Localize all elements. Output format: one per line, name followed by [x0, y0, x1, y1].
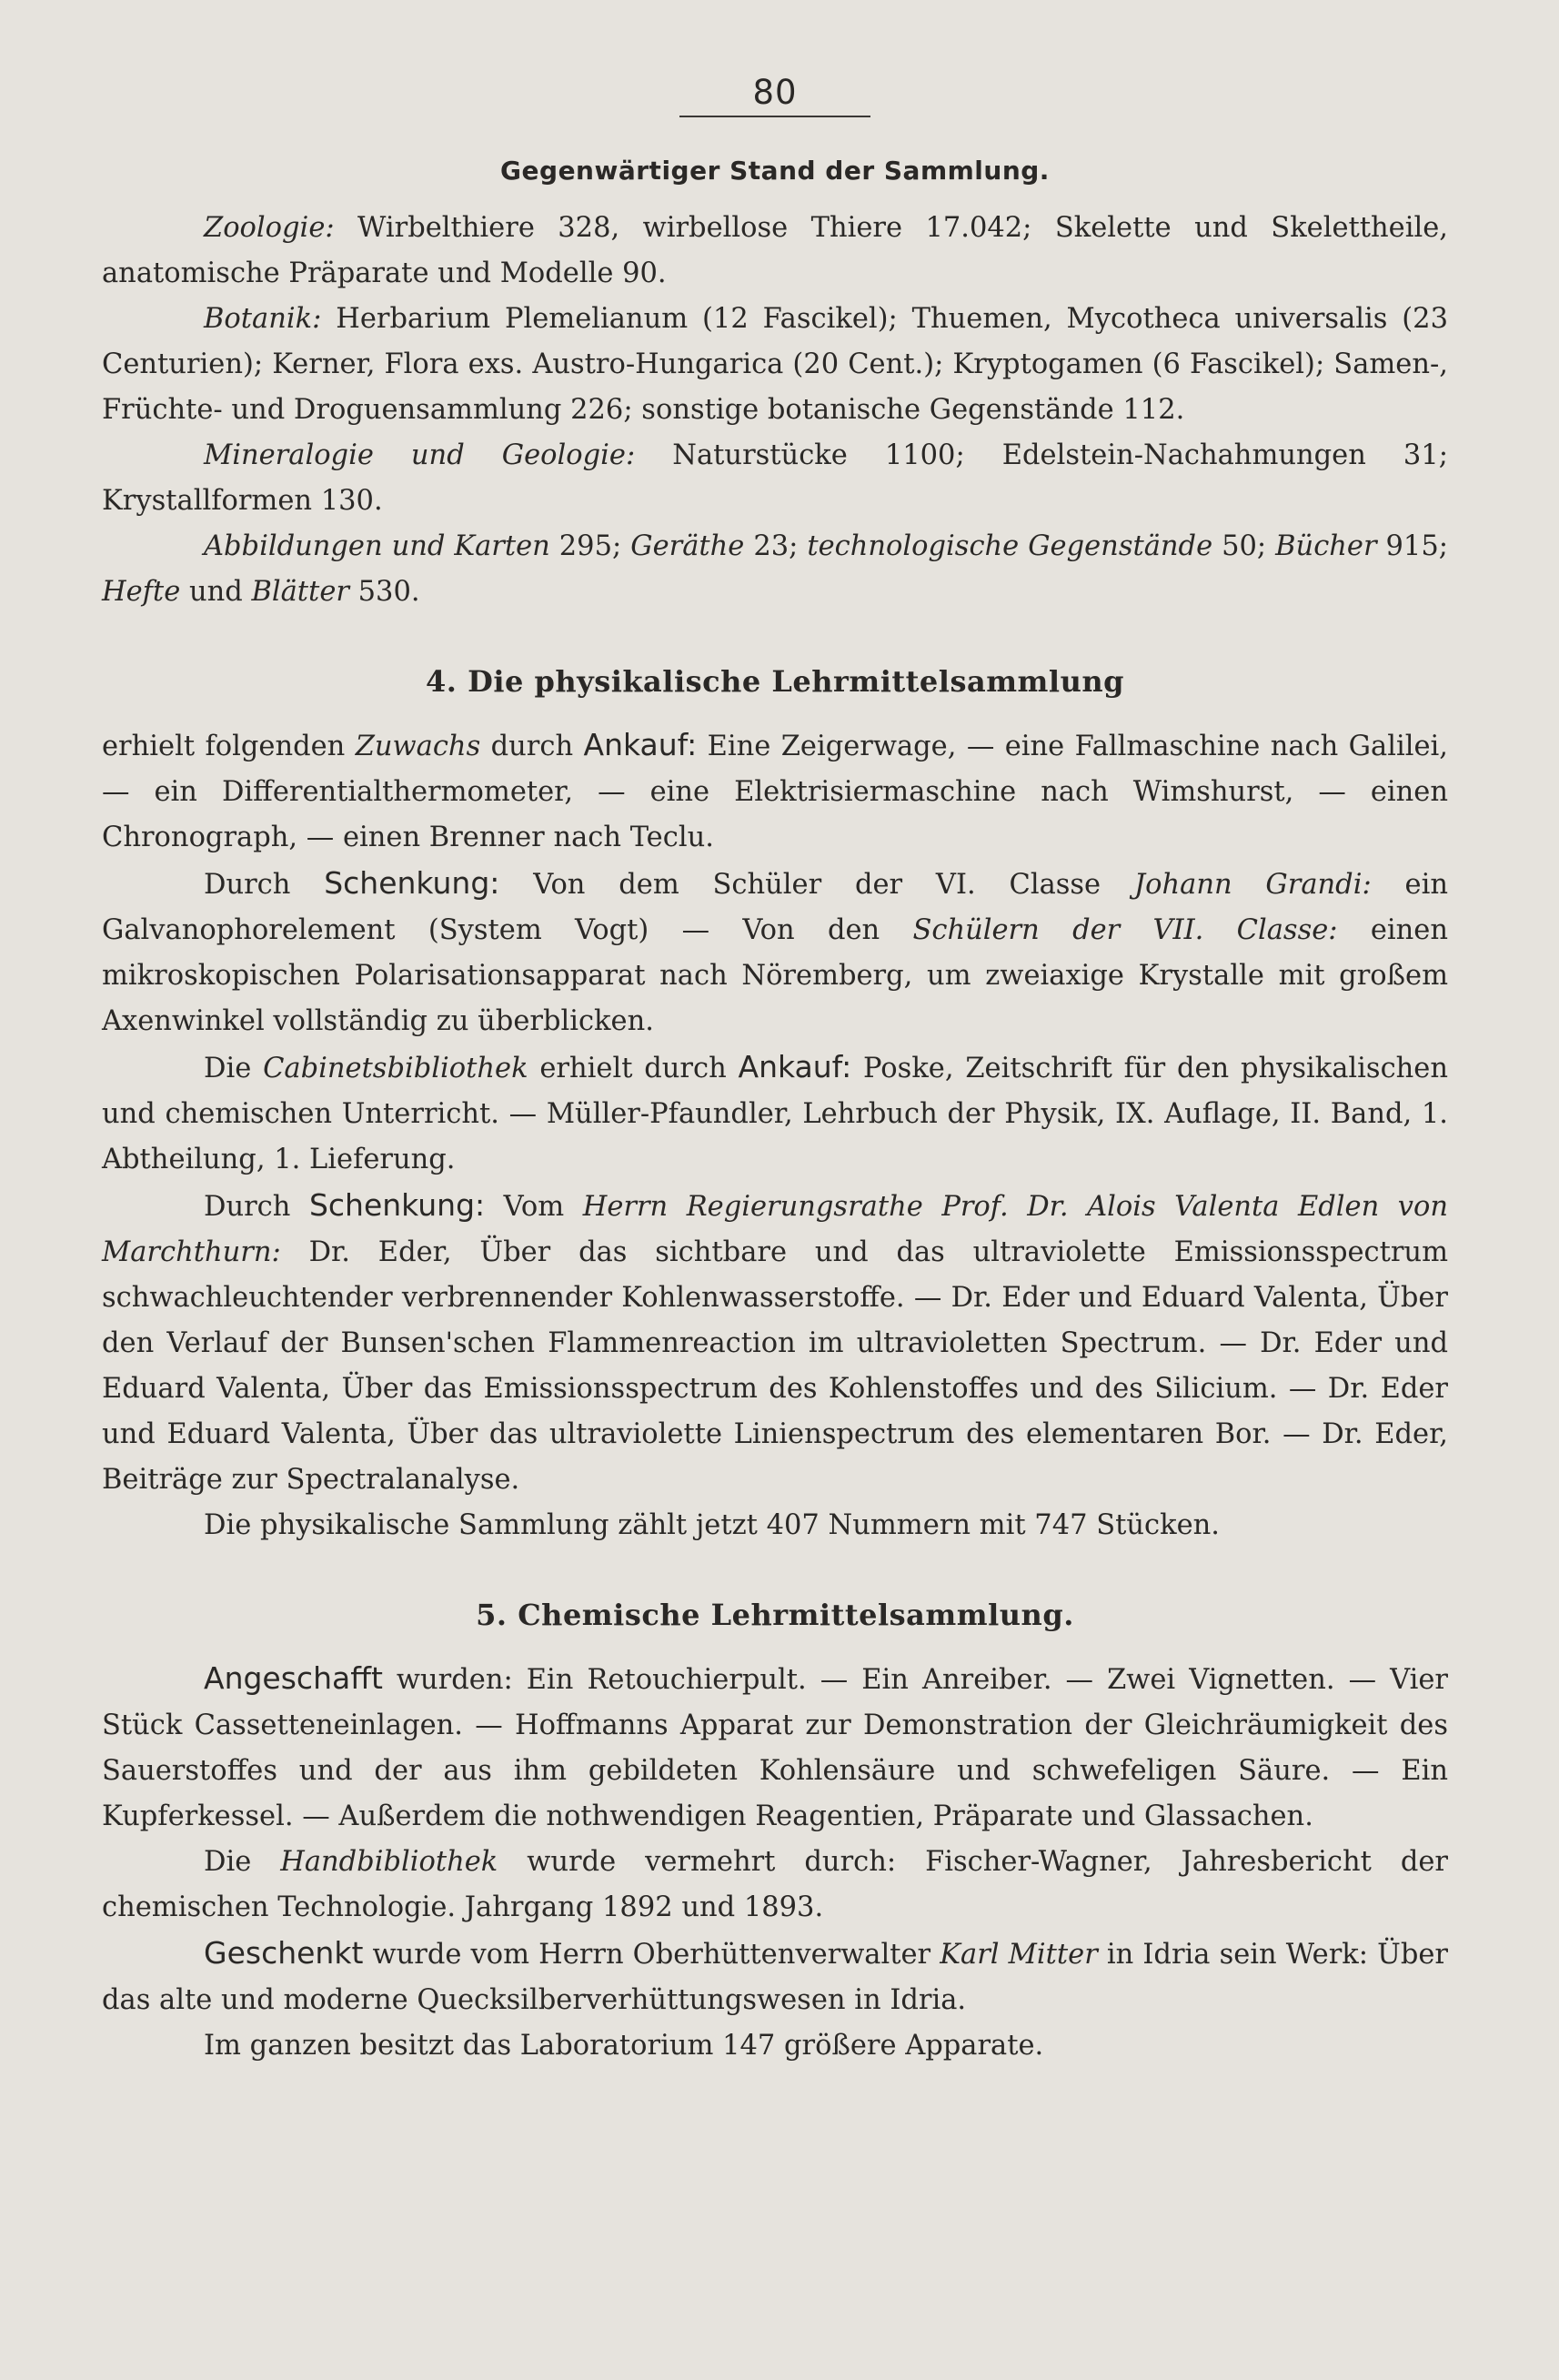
paragraph-chemie-bibliothek: Die Handbibliothek wurde vermehrt durch: Fischer-Wagner, Jahresbericht der chemischen Technologie. Jahrgang 1892 und 1893.	[102, 1846, 1449, 1923]
page-number: 80	[752, 73, 798, 112]
paragraph-chemie-geschenkt: Geschenkt wurde vom Herrn Oberhüttenverwalter Karl Mitter in Idria sein Werk: Über das alte und moderne Quecksilberverhüttungswesen in Idria.	[102, 1935, 1448, 2016]
page-number-rule	[679, 116, 870, 117]
paragraph-zoologie: Zoologie: Wirbelthiere 328, wirbellose Thiere 17.042; Skelette und Skelettheile, anatomische Präparate und Modelle 90.	[102, 212, 1448, 289]
paragraph-physik-summary: Die physikalische Sammlung zählt jetzt 407 Nummern mit 747 Stücken.	[204, 1509, 1220, 1541]
paragraph-chemie-summary: Im ganzen besitzt das Laboratorium 147 größere Apparate.	[204, 2030, 1044, 2062]
paragraph-chemie-angeschafft: Angeschafft wurden: Ein Retouchierpult. — Ein Anreiber. — Zwei Vignetten. — Vier Stück Cassetteneinlagen. — Hoffmanns Apparat zur Demonstration der Gleichräumigkeit des Sauerstoffes und der aus ihm gebildeten Kohlensäure und schwefeligen Säure. — Ein Kupferkessel. — Außerdem die nothwendigen Reagentien, Präparate und Glassachen.	[102, 1660, 1448, 1832]
label-mineralogie: Mineralogie und Geologie:	[204, 439, 636, 471]
paragraph-physik-schenkung: Durch Schenkung: Von dem Schüler der VI. Classe Johann Grandi: ein Galvanophorelement (System Vogt) — Von den Schülern der VII. Classe: einen mikroskopischen Polarisationsapparat nach Nöremberg, um zweiaxige Krystalle mit großem Axenwinkel vollständig zu überblicken.	[102, 865, 1448, 1037]
paragraph-physik-schenkung-2: Durch Schenkung: Vom Herrn Regierungsrathe Prof. Dr. Alois Valenta Edlen von Marchthurn: Dr. Eder, Über das sichtbare und das ultraviolette Emissionsspectrum schwachleuchtender verbrennender Kohlenwasserstoffe. — Dr. Eder und Eduard Valenta, Über den Verlauf der Bunsen'schen Flammenreaction im ultravioletten Spectrum. — Dr. Eder und Eduard Valenta, Über das Emissionsspectrum des Kohlenstoffes und des Silicium. — Dr. Eder und Eduard Valenta, Über das ultraviolette Linienspectrum des elementaren Bor. — Dr. Eder, Beiträge zur Spectralanalyse.	[102, 1187, 1448, 1496]
page-content	[102, 73, 1448, 2069]
paragraph-mineralogie: Mineralogie und Geologie: Naturstücke 1100; Edelstein-Nachahmungen 31; Krystallformen 130.	[102, 439, 1448, 517]
section-title-physik: 4. Die physikalische Lehrmittelsammlung	[426, 664, 1124, 699]
label-botanik: Botanik:	[204, 303, 322, 335]
section-title-chemie: 5. Chemische Lehrmittelsammlung.	[476, 1598, 1074, 1632]
paragraph-botanik: Botanik: Herbarium Plemelianum (12 Fascikel); Thuemen, Mycotheca universalis (23 Centurien); Kerner, Flora exs. Austro-Hungarica (20 Cent.); Kryptogamen (6 Fascikel); Samen-, Früchte- und Droguensammlung 226; sonstige botanische Gegenstände 112.	[102, 303, 1448, 426]
paragraph-physik-bibliothek: Die Cabinetsbibliothek erhielt durch Ankauf: Poske, Zeitschrift für den physikalischen und chemischen Unterricht. — Müller-Pfaundler, Lehrbuch der Physik, IX. Auflage, II. Band, 1. Abtheilung, 1. Lieferung.	[102, 1049, 1449, 1175]
section-title-stand: Gegenwärtiger Stand der Sammlung.	[500, 156, 1050, 186]
paragraph-physik-zuwachs: erhielt folgenden Zuwachs durch Ankauf: Eine Zeigerwage, — eine Fallmaschine nach Galilei, — ein Differentialthermometer, — eine Elektrisiermaschine nach Wimshurst, — einen Chronograph, — einen Brenner nach Teclu.	[102, 727, 1448, 853]
label-zoologie: Zoologie:	[204, 212, 335, 244]
paragraph-abbildungen: Abbildungen und Karten 295; Geräthe 23; technologische Gegenstände 50; Bücher 915; Hefte und Blätter 530.	[102, 530, 1449, 608]
